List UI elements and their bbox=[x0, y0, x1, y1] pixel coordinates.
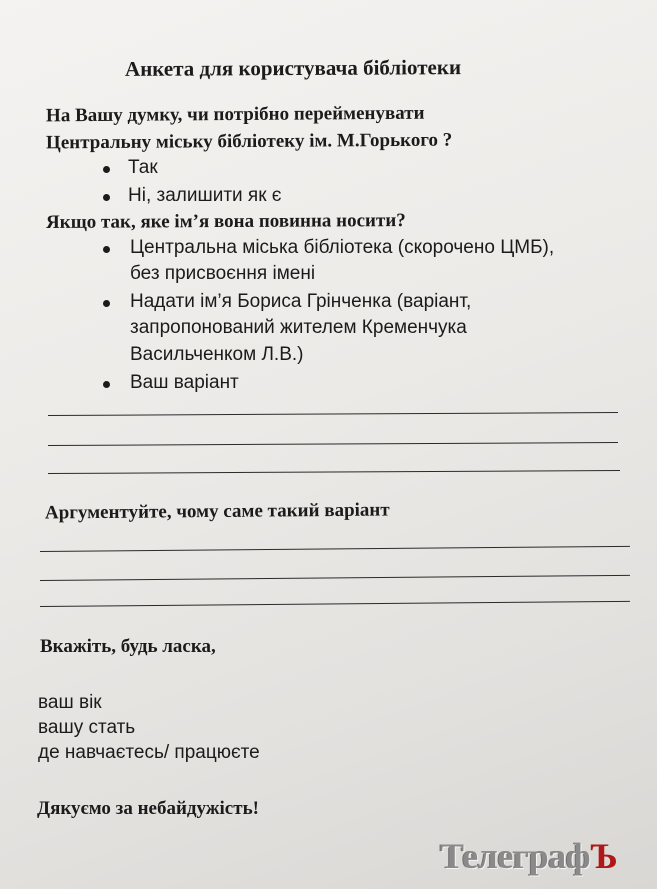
option-yes: Так bbox=[128, 157, 158, 178]
bullet-icon bbox=[103, 381, 110, 388]
request-heading: Вкажіть, будь ласка, bbox=[40, 636, 216, 657]
answer-line bbox=[48, 470, 620, 474]
option-hrinchenko-line3: Васильченком Л.В.) bbox=[130, 344, 304, 365]
page-title: Анкета для користувача бібліотеки bbox=[124, 55, 462, 81]
answer-line bbox=[48, 412, 618, 416]
option-no: Ні, залишити як є bbox=[128, 185, 282, 206]
field-age: ваш вік bbox=[38, 692, 102, 713]
question1-line2: Центральну міську бібліотеку ім. М.Горького ? bbox=[45, 129, 453, 154]
answer-line bbox=[48, 442, 618, 446]
bullet-icon bbox=[103, 194, 110, 201]
answer-line bbox=[40, 575, 630, 581]
field-gender: вашу стать bbox=[38, 717, 136, 738]
option-cmb-line1: Центральна міська бібліотека (скорочено ЦМБ), bbox=[130, 237, 555, 258]
answer-line bbox=[40, 601, 630, 607]
question2-text: Якщо так, яке ім’я вона повинна носити? bbox=[45, 210, 406, 233]
bullet-icon bbox=[103, 246, 110, 253]
bullet-icon bbox=[103, 300, 110, 307]
bullet-icon bbox=[103, 166, 110, 173]
option-hrinchenko-line2: запропонований жителем Кременчука bbox=[130, 317, 467, 338]
telegraf-watermark-logo: ТелеграфЪ bbox=[440, 836, 618, 876]
question3-text: Аргументуйте, чому саме такий варіант bbox=[44, 499, 390, 524]
option-hrinchenko-line1: Надати ім’я Бориса Грінченка (варіант, bbox=[130, 291, 472, 312]
option-your-variant: Ваш варіант bbox=[130, 372, 239, 393]
thanks-text: Дякуємо за небайдужість! bbox=[37, 798, 259, 819]
answer-line bbox=[40, 546, 630, 552]
question1-line1: На Вашу думку, чи потрібно перейменувати bbox=[45, 102, 425, 127]
field-study-work: де навчаєтесь/ працюєте bbox=[38, 742, 260, 763]
option-cmb-line2: без присвоєння імені bbox=[130, 263, 316, 284]
